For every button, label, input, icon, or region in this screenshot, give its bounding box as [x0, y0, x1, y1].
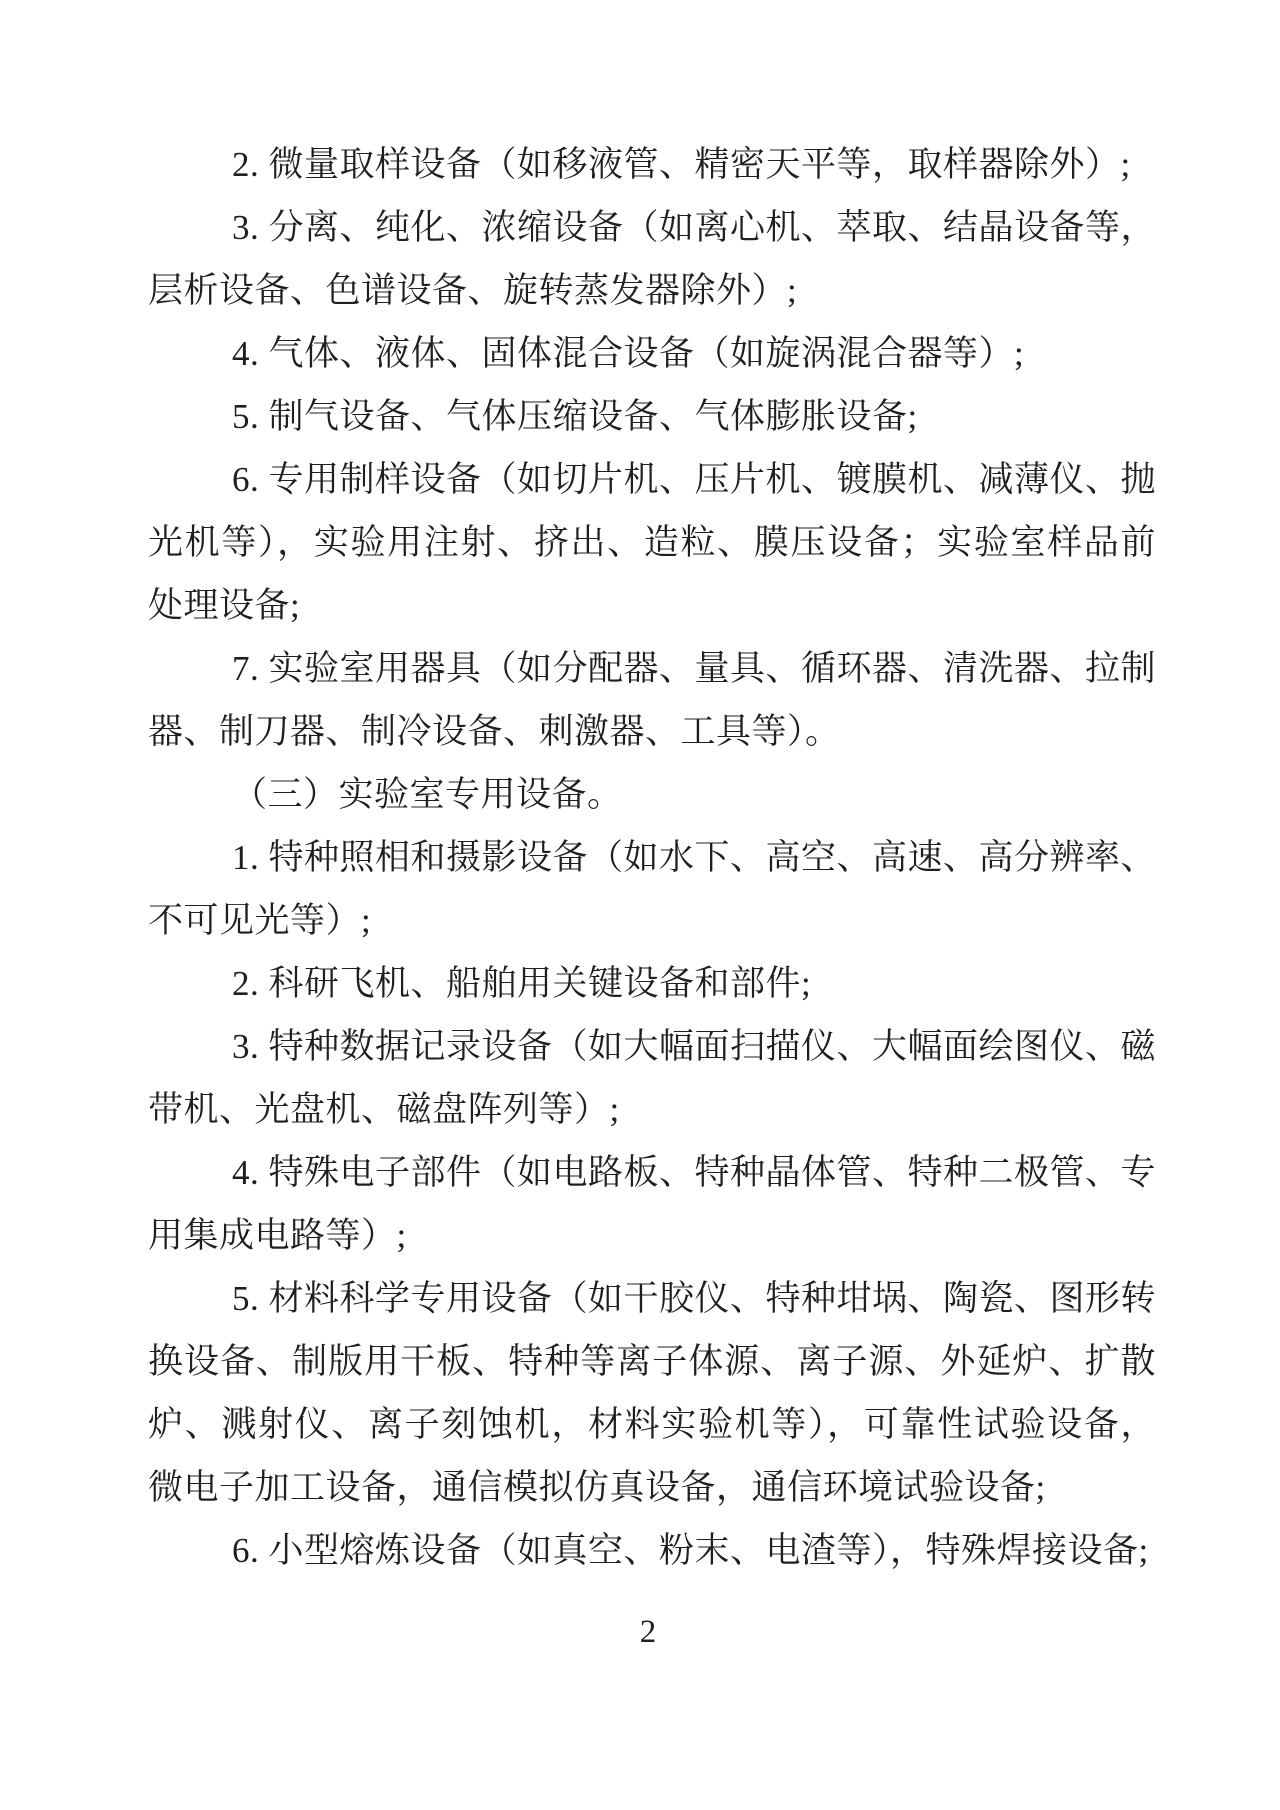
text-block: [148, 133, 1156, 1582]
text-line: 2. 微量取样设备（如移液管、精密天平等，取样器除外）;: [232, 145, 1131, 184]
text-line: 炉、溅射仪、离子刻蚀机，材料实验机等），可靠性试验设备，: [148, 1405, 1156, 1444]
text-line: 用集成电路等）;: [148, 1216, 407, 1255]
text-line: 处理设备;: [148, 586, 301, 625]
text-line: 不可见光等）;: [148, 901, 372, 940]
text-line: 换设备、制版用干板、特种等离子体源、离子源、外延炉、扩散: [148, 1342, 1156, 1381]
text-line: 3. 特种数据记录设备（如大幅面扫描仪、大幅面绘图仪、磁: [232, 1027, 1157, 1066]
text-line: 光机等），实验用注射、挤出、造粒、膜压设备；实验室样品前: [148, 523, 1156, 562]
text-line: （三）实验室专用设备。: [232, 775, 623, 814]
text-line: 4. 气体、液体、固体混合设备（如旋涡混合器等）;: [232, 334, 1025, 373]
page-number: 2: [639, 1614, 657, 1650]
text-line: 5. 制气设备、气体压缩设备、气体膨胀设备;: [232, 397, 918, 436]
text-line: 微电子加工设备，通信模拟仿真设备，通信环境试验设备;: [148, 1468, 1046, 1507]
text-line: 6. 小型熔炼设备（如真空、粉末、电渣等），特殊焊接设备;: [232, 1531, 1149, 1570]
text-line: 器、制刀器、制冷设备、刺激器、工具等）。: [148, 712, 841, 751]
text-line: 2. 科研飞机、船舶用关键设备和部件;: [232, 964, 812, 1003]
text-line: 层析设备、色谱设备、旋转蒸发器除外）;: [148, 271, 798, 310]
text-line: 带机、光盘机、磁盘阵列等）;: [148, 1090, 620, 1129]
text-line: 1. 特种照相和摄影设备（如水下、高空、高速、高分辨率、: [232, 838, 1157, 877]
text-line: 7. 实验室用器具（如分配器、量具、循环器、清洗器、拉制: [232, 649, 1157, 688]
text-line: 5. 材料科学专用设备（如干胶仪、特种坩埚、陶瓷、图形转: [232, 1279, 1157, 1318]
text-line: 3. 分离、纯化、浓缩设备（如离心机、萃取、结晶设备等，: [232, 208, 1157, 247]
text-line: 6. 专用制样设备（如切片机、压片机、镀膜机、减薄仪、抛: [232, 460, 1157, 499]
text-line: 4. 特殊电子部件（如电路板、特种晶体管、特种二极管、专: [232, 1153, 1157, 1192]
